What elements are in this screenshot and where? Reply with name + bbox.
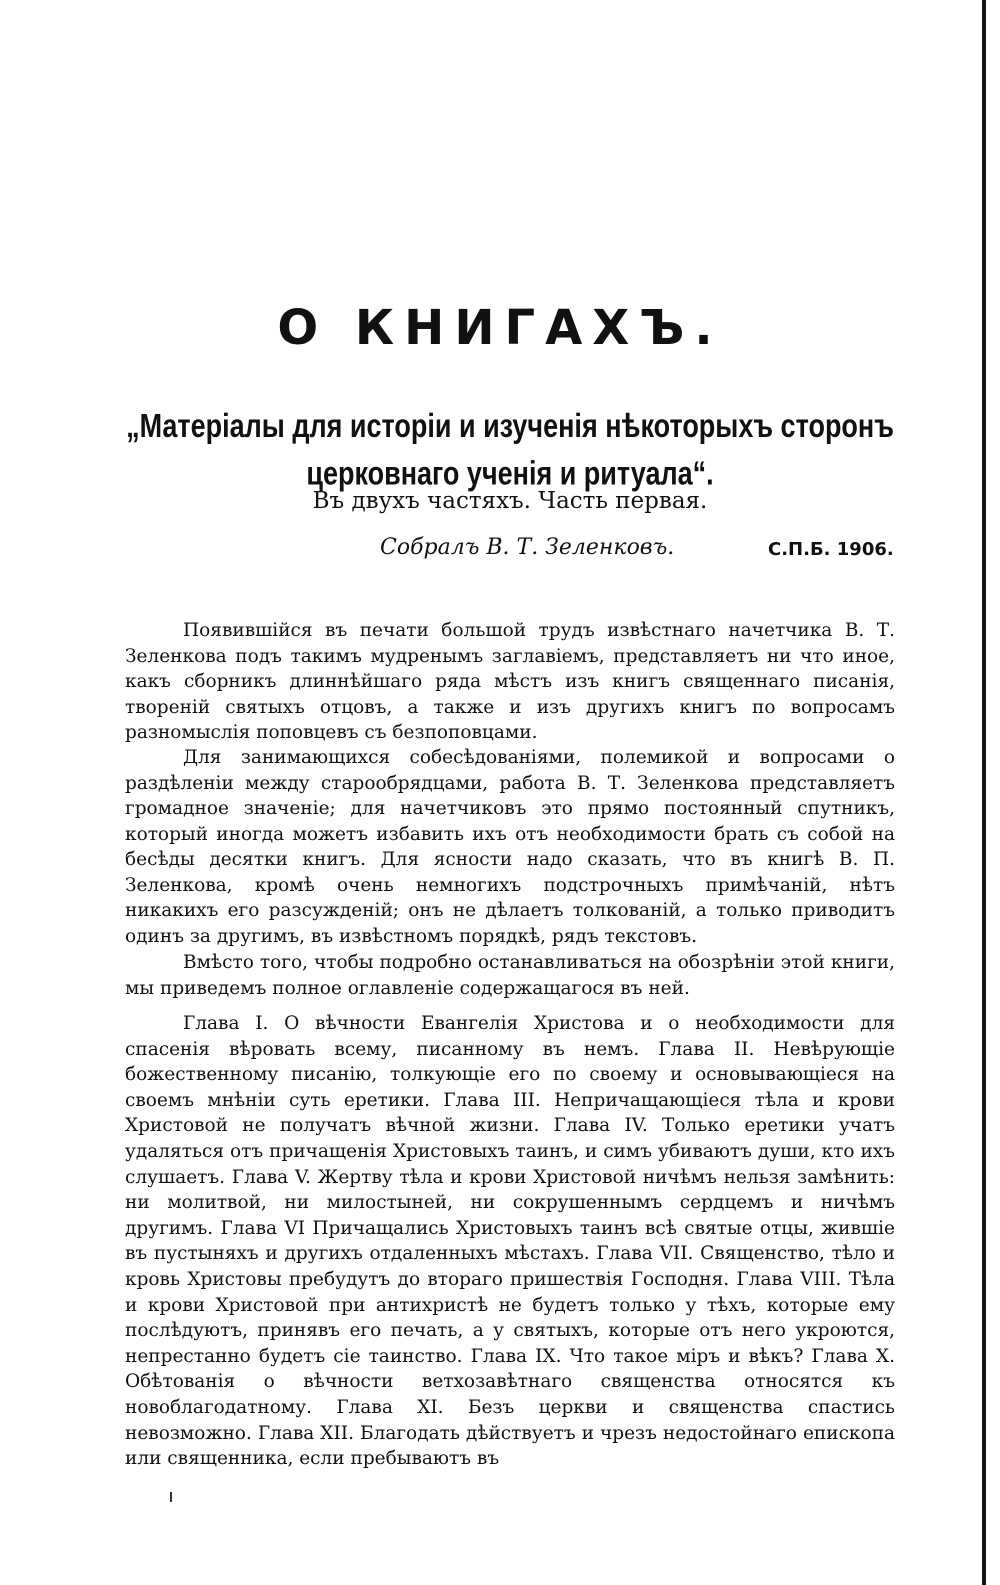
page-title: О КНИГАХЪ.	[277, 300, 723, 356]
paragraph	[125, 745, 895, 949]
page-edge-line	[982, 0, 986, 1585]
paragraph	[125, 950, 895, 1001]
paragraph-text: Глава I. О вѣчности Евангелія Христова и о необходимости для спасенія вѣровать всему, писанному въ немъ. Глава II. Невѣрующіе божественному писанію, толкующіе его по своему и основывающіеся на своемъ мнѣніи суть еретики. Глава III. Непричащающіеся тѣла и крови Христовой не получатъ вѣчной жизни. Глава IV. Только еретики учатъ удаляться отъ причащенія Христовыхъ таинъ, и симъ убиваютъ души, кто ихъ слушаетъ. Глава V. Жертву тѣла и крови Христовой ничѣмъ нельзя замѣнить: ни молитвой, ни милостыней, ни сокрушеннымъ сердцемъ и ничѣмъ другимъ. Глава VI Причащались Христовыхъ таинъ всѣ святые отцы, жившіе въ пустыняхъ и другихъ отдаленныхъ мѣстахъ. Глава VII. Священство, тѣло и кровь Христовы пребудутъ до втораго пришествія Господня. Глава VIII. Тѣла и крови Христовой при антихристѣ не будетъ только у тѣхъ, которые ему послѣдуютъ, принявъ его печать, а у святыхъ, которые отъ него укроются, непрестанно будетъ сіе таинство. Глава IX. Что такое міръ и вѣкъ? Глава X. Обѣтованія о вѣчности ветхозавѣтнаго священства относятся къ новоблагодатному. Глава XI. Безъ церкви и священства спастись невозможно. Глава XII. Благодать дѣйствуетъ и чрезъ недостойнаго епископа или священника, если пребываютъ въ	[125, 1013, 895, 1470]
paragraph-text: Вмѣсто того, чтобы подробно останавливаться на обозрѣніи этой книги, мы приведемъ полное оглавленіе содержащагося въ ней.	[125, 952, 895, 999]
compiler-credit: Собралъ В. Т. Зеленковъ.	[380, 535, 675, 560]
scan-mark	[170, 1492, 172, 1502]
paragraph-text: Появившійся въ печати большой трудъ извѣстнаго начетчика В. Т. Зеленкова подъ такимъ мудренымъ заглавіемъ, представляетъ ни что иное, какъ сборникъ длиннѣйшаго ряда мѣстъ изъ книгъ священнаго писанія, твореній святыхъ отцовъ, а также и изъ другихъ книгъ по вопросамъ разномыслія поповцевъ съ безпоповцами.	[125, 620, 895, 743]
paragraph	[125, 618, 895, 746]
paragraph-text: Для занимающихся собесѣдованіями, полемикой и вопросами о раздѣленіи между старообрядцами, работа В. Т. Зеленкова представляетъ громадное значеніе; для начетчиковъ это прямо постоянный спутникъ, который иногда можетъ избавить ихъ отъ необходимости брать съ собой на бесѣды десятки книгъ. Для ясности надо сказать, что въ книгѣ В. П. Зеленкова, кромѣ очень немногихъ подстрочныхъ примѣчаній, нѣтъ никакихъ его разсужденій; онъ не дѣлаетъ толкованій, а только приводитъ одинъ за другимъ, въ извѣстномъ порядкѣ, рядъ текстовъ.	[125, 747, 895, 947]
book-title: „Матеріалы для исторіи и изученія нѣкоторыхъ сторонъ церковнаго ученія и ритуала“.	[126, 407, 894, 492]
place-year: С.П.Б. 1906.	[768, 539, 894, 560]
book-parts: Въ двухъ частяхъ. Часть первая.	[312, 488, 708, 514]
paragraph-table-of-contents	[125, 1011, 895, 1472]
